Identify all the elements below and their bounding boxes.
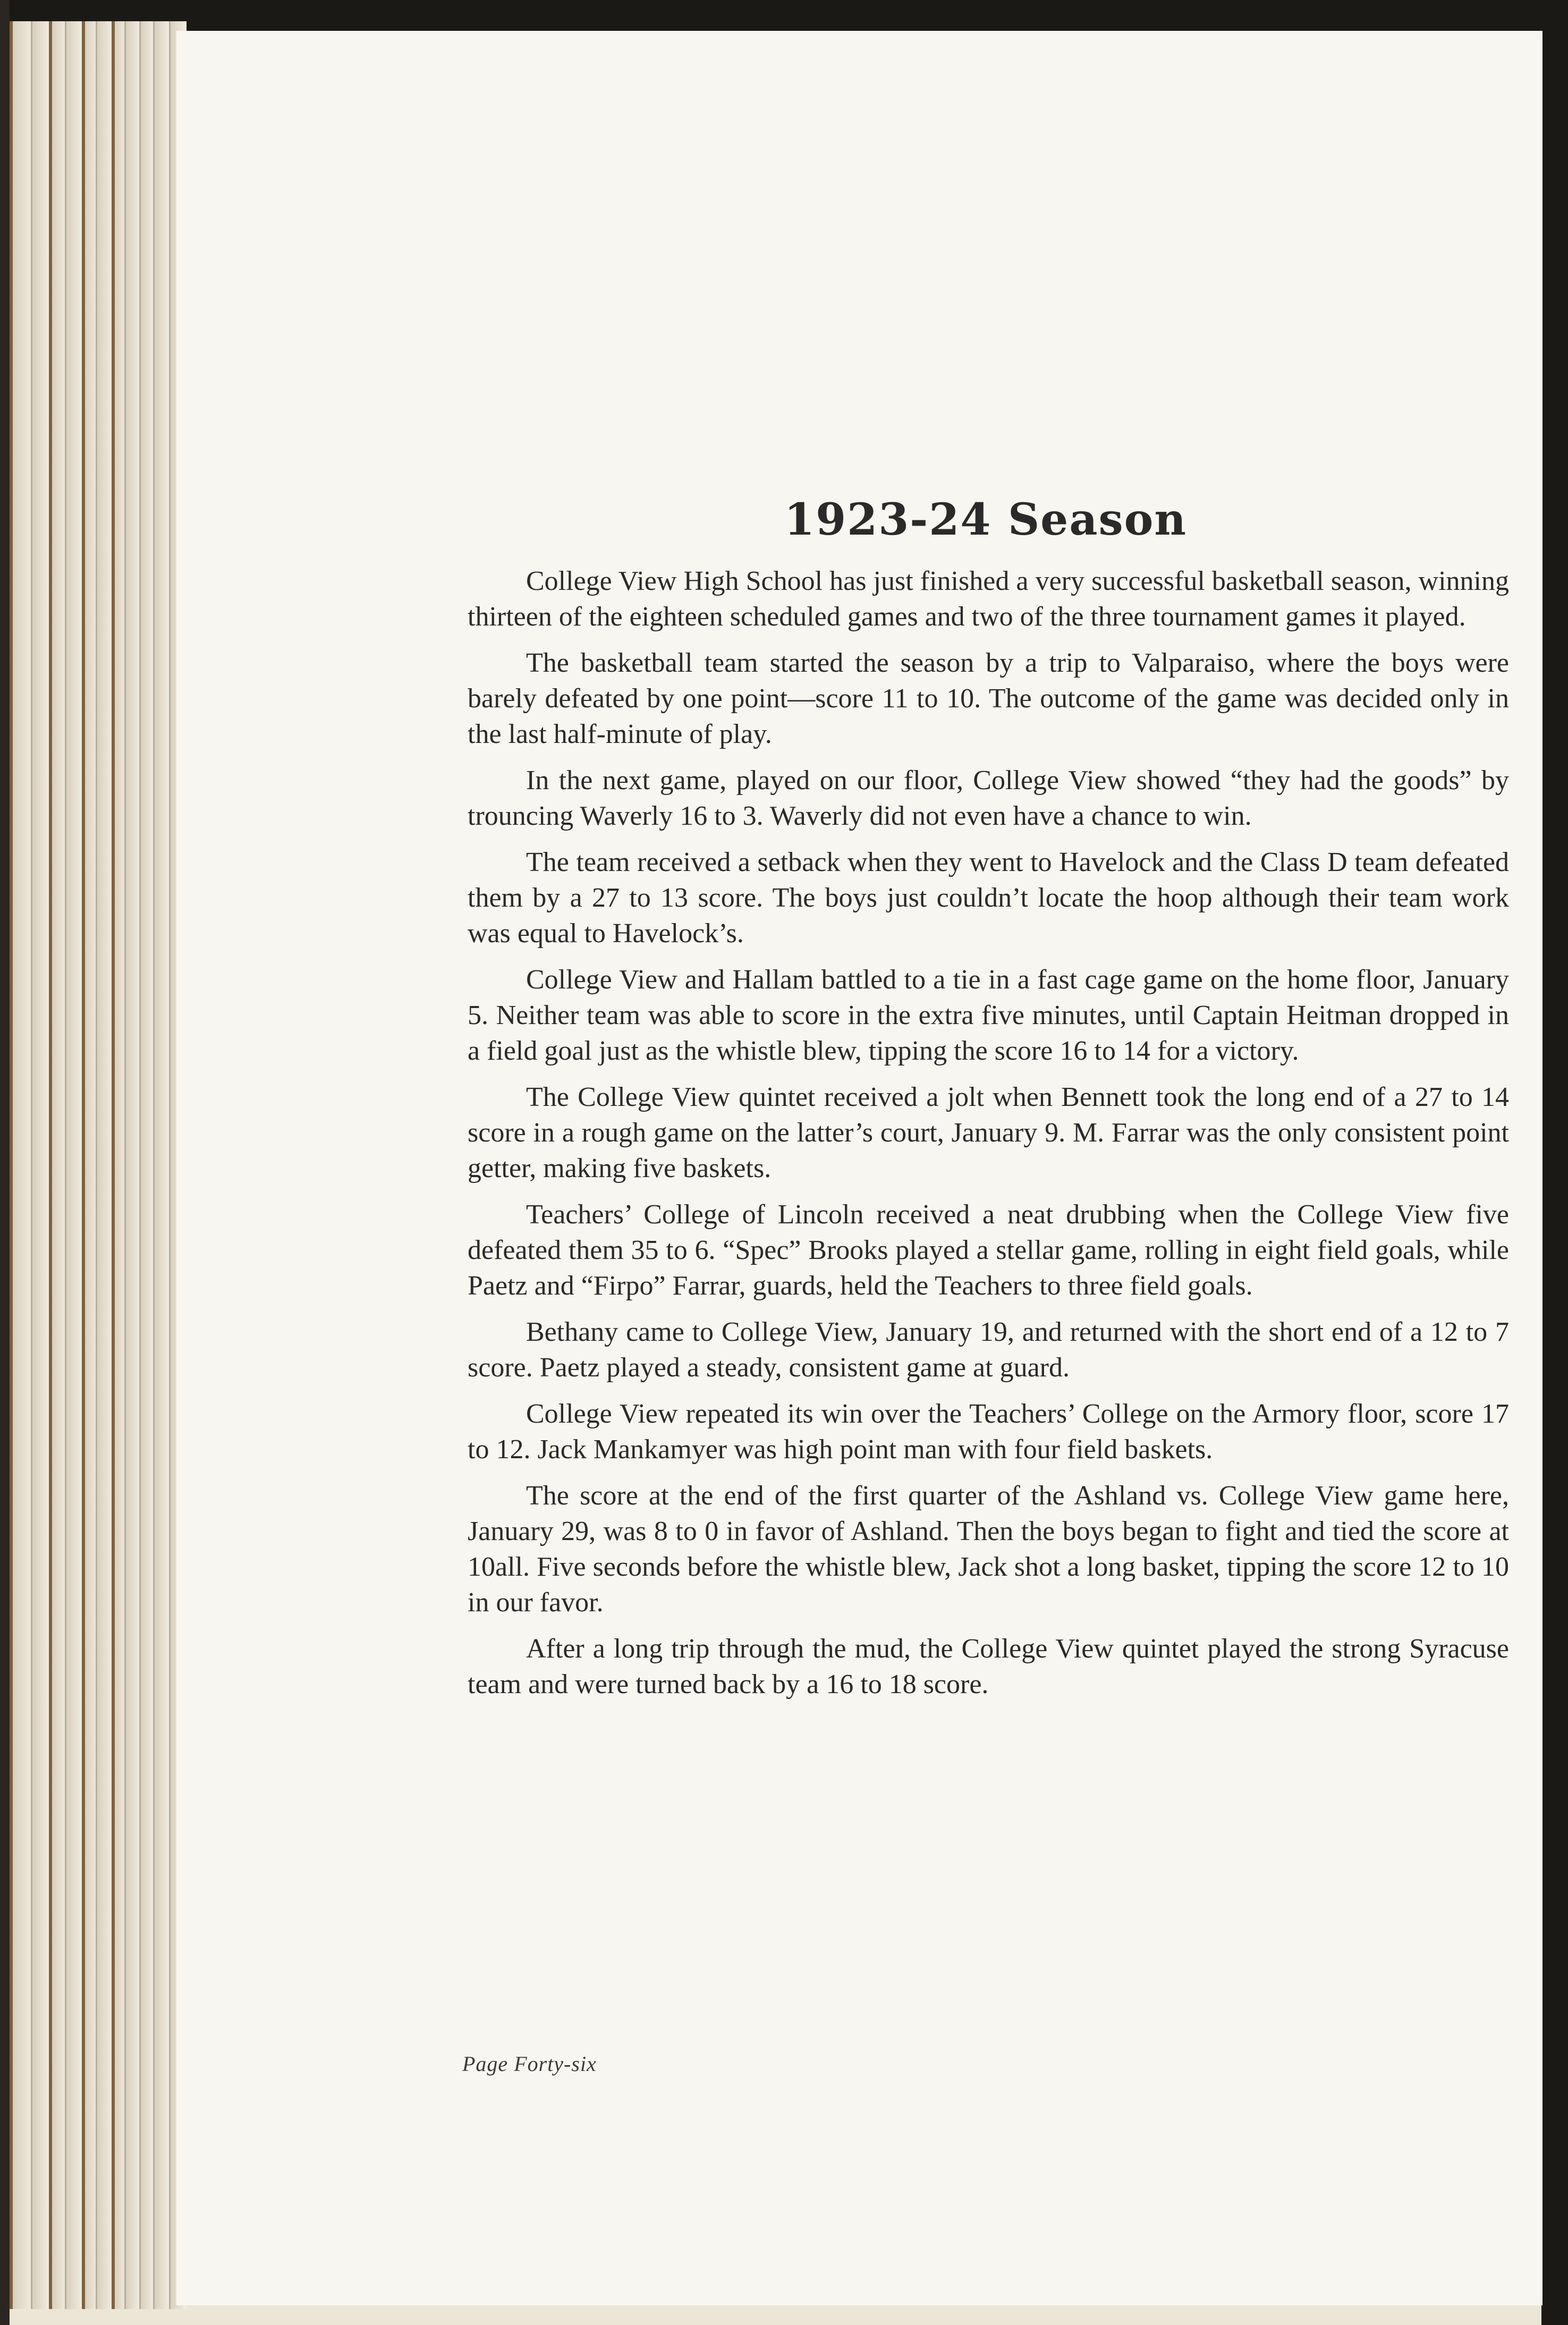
page-edge (124, 21, 141, 2309)
paragraph: College View High School has just finished a very successful basketball season, winning thirteen of the eighteen scheduled games and two of the three tournament games it played. (468, 566, 1509, 632)
scan-border-right (1541, 0, 1568, 2325)
paragraph: In the next game, played on our floor, College View showed “they had the goods” by trouncing Waverly 16 to 3. Waverly did not even have a chance to win. (468, 765, 1509, 831)
paragraph: The score at the end of the first quarter of the Ashland vs. College View game here, January 29, was 8 to 0 in favor of Ashland. Then the boys began to fight and tied the score at 10all. Five seconds before the whistle blew, Jack shot a long basket, tipping the score 12 to 10 in our favor. (468, 1481, 1509, 1618)
article (468, 494, 1509, 1713)
paragraph: College View and Hallam battled to a tie in a fast cage game on the home floor, January 5. Neither team was able to score in the extra five minutes, until Captain Heitman dropped in a field goal just as the whistle blew, tipping the score 16 to 14 for a victory. (468, 965, 1509, 1066)
paragraph: The College View quintet received a jolt when Bennett took the long end of a 27 to 14 score in a rough game on the latter’s court, January 9. M. Farrar was the only consistent point getter, making five baskets. (468, 1082, 1509, 1183)
page-edge (65, 21, 83, 2309)
paragraph: The basketball team started the season by a trip to Valparaiso, where the boys were barely defeated by one point—score 11 to 10. The outcome of the game was decided only in the last half-minute of play. (468, 648, 1509, 749)
paragraph: Teachers’ College of Lincoln received a neat drubbing when the College View five defeated them 35 to 6. “Spec” Brooks played a stellar game, rolling in eight field goals, while Paetz and “Firpo” Farrar, guards, held the Teachers to three field goals. (468, 1199, 1509, 1301)
paragraph: After a long trip through the mud, the College View quintet played the strong Syracuse team and were turned back by a 16 to 18 score. (468, 1634, 1509, 1700)
page-title: 1923-24 Season (784, 494, 1187, 545)
page-edge (139, 21, 155, 2309)
scan-border-left (0, 0, 10, 2325)
page-number: Page Forty-six (462, 2052, 597, 2076)
page-edge (153, 21, 171, 2309)
scan-border-top (0, 0, 1568, 31)
paragraph: College View repeated its win over the Teachers’ College on the Armory floor, score 17 to 12. Jack Mankamyer was high point man with four field baskets. (468, 1399, 1509, 1465)
page-edge (31, 21, 50, 2309)
book-page-edges (10, 21, 185, 2309)
page-edge (96, 21, 113, 2309)
paragraph: Bethany came to College View, January 19, and returned with the short end of a 12 to 7 score. Paetz played a steady, consistent game at guard. (468, 1317, 1509, 1383)
paragraph: The team received a setback when they went to Havelock and the Class D team defeated them by a 27 to 13 score. The boys just couldn’t locate the hoop although their team work was equal to Havelock’s. (468, 847, 1509, 949)
